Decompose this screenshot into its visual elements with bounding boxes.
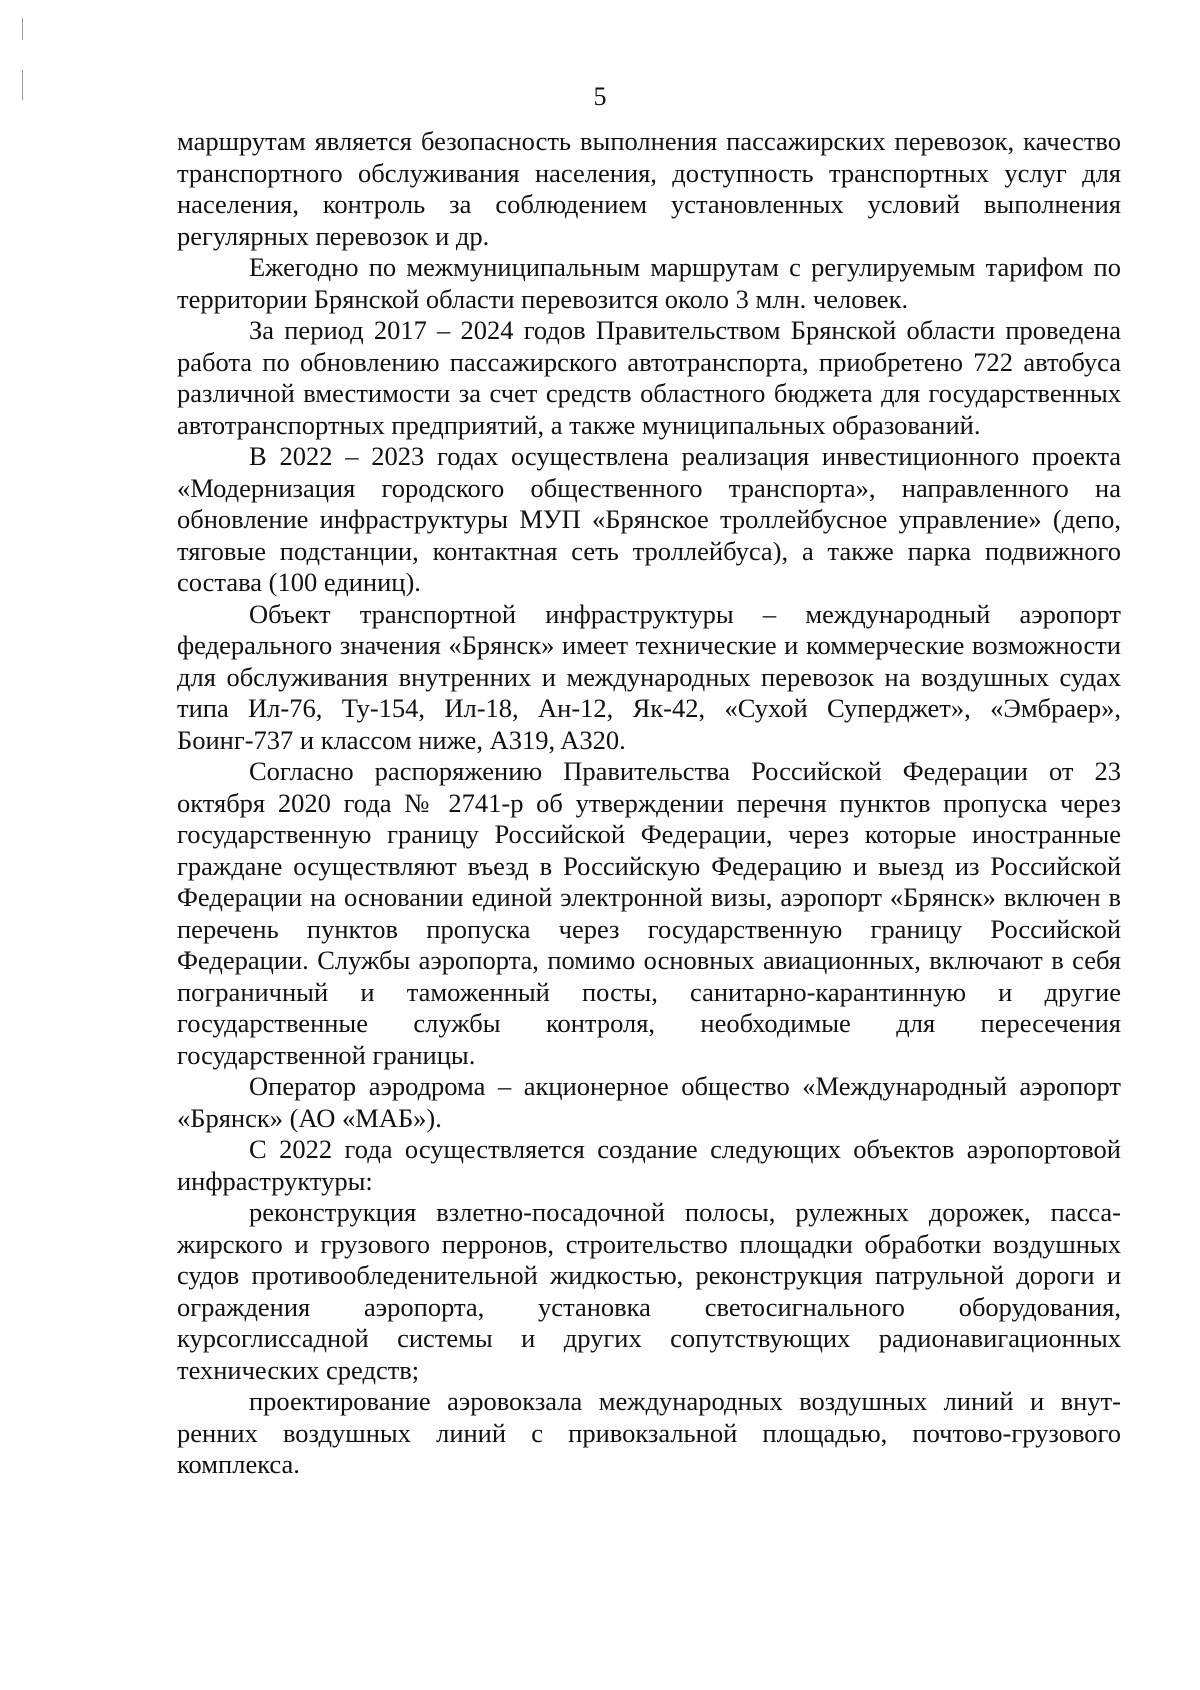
page-number: 5 xyxy=(593,82,607,111)
scan-edge-mark xyxy=(22,18,23,40)
paragraph-terminal-design: проектирование аэровокзала международных воздушных линий и внутренних воздушных линий с привокзальной площадью, почтово-грузового комплекса. xyxy=(177,1386,1121,1479)
paragraph-trolleybus-project: В 2022 – 2023 годах осуществлена реализация инвестиционного проекта «Модернизация городского общественного транспорта», направленного на обновление инфраструктуры МУП «Брянское троллейбусное управление» (депо, тяговые подстанции, контактная сеть троллейбуса), а также парка подвижного состава (100 единиц). xyxy=(177,441,1121,597)
paragraph-runway-reconstruction: реконструкция взлетно-посадочной полосы, рулежных дорожек, пассажирского и грузового перронов, строительство площадки обработки воздушных судов противообледенительной жидкостью, реконструкция патрульной дороги и ограждения аэропорта, установка светосигнального оборудования, курсоглиссадной системы и других сопутствующих радионавигационных технических средств; xyxy=(177,1197,1121,1385)
paragraph-airport-capabilities: Объект транспортной инфраструктуры – международный аэропорт федерального значения «Брянск» имеет технические и коммерческие возможности для обслуживания внутренних и международных перевозок на воздушных судах типа Ил-76, Ту-154, Ил-18, Ан-12, Як-42, «Сухой Суперджет», «Эмбраер», Боинг-737 и классом ниже, A319, A320. xyxy=(177,598,1121,755)
paragraph-bus-fleet-renewal: За период 2017 – 2024 годов Правительством Брянской области проведена работа по обновлению пассажирского автотранспорта, приобретено 722 автобуса различной вместимости за счет средств областного бюджета для государственных автотранспортных предприятий, а также муниципальных образований. xyxy=(177,315,1121,440)
paragraph-border-crossing: Согласно распоряжению Правительства Российской Федерации от 23 октября 2020 года № 2741-р об утверждении перечня пунктов пропуска через государственную границу Российской Федерации, через которые иностранные граждане осуществляют въезд в Российскую Федерацию и выезд из Российской Федерации на основании единой электронной визы, аэропорт «Брянск» включен в перечень пунктов пропуска через государственную границу Российской Федерации. Службы аэропорта, помимо основных авиационных, включают в себя пограничный и таможенный посты, санитарно-карантинную и другие государственные службы контроля, необходимые для пересечения государственной границы. xyxy=(177,756,1121,1070)
paragraph-infrastructure-intro: С 2022 года осуществляется создание следующих объектов аэропортовой инфраструктуры: xyxy=(177,1134,1121,1196)
paragraph-passenger-safety: маршрутам является безопасность выполнения пассажирских перевозок, качество транспортного обслуживания населения, доступность транспортных услуг для населения, контроль за соблюдением установленных условий выполнения регулярных перевозок и др. xyxy=(177,126,1121,251)
paragraph-aerodrome-operator: Оператор аэродрома – акционерное общество «Международный аэропорт «Брянск» (АО «МАБ»). xyxy=(177,1071,1121,1133)
paragraph-annual-passengers: Ежегодно по межмуниципальным маршрутам с регулируемым тарифом по территории Брянской области перевозится около 3 млн. человек. xyxy=(177,252,1121,314)
document-body xyxy=(177,126,1121,1481)
